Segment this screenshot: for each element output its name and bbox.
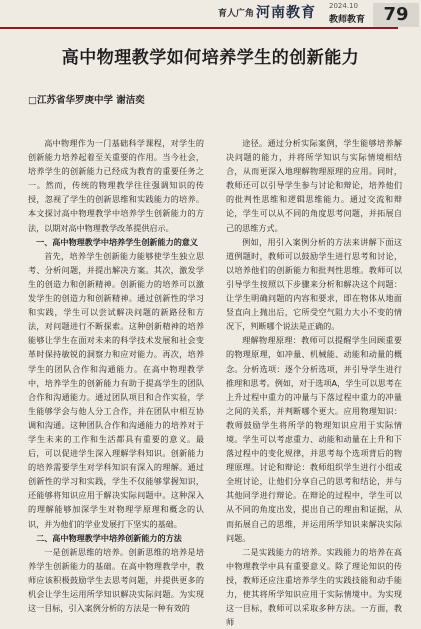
body-paragraph: 途径。通过分析实际案例，学生能够培养解决问题的能力，并将所学知识与实际情境相结合，从而更深入地理解物理原理的应用。同时，教师还可以引导学生参与讨论和辩论，培养他们的批判性思维和逻辑思维能力。通过交流和辩论，学生可以从不同的角度思考问题，并拓展自己的思维方式。 bbox=[226, 138, 402, 233]
body-paragraph: 理解物理原理：教师可以提醒学生回顾重要的物理原理，如冲量、机械能、动能和动量的概念。分析选项：逐个分析选项，并引导学生进行推理和思考。例如，对于选项A，学生可以思考在上升过程中重力的冲量与下落过程中重力的冲量之间的关系，并判断哪个更大。应用物理知识：教师鼓励学生将所学的物理知识应用于实际情境。学生可以考虑重力、动能和动量在上升和下落过程中的变化规律，并思考每个选项背后的物理原理。讨论和辩论：教师组织学生进行小组或全班讨论，让他们分享自己的思考和结论，并与其他同学进行辩论。在辩论的过程中，学生可以从不同的角度出发，提出自己的理由和证据，从而拓展自己的思维，并运用所学知识来解决实际问题。 bbox=[226, 335, 402, 543]
section-heading: 二、高中物理教学中培养创新能力的方法 bbox=[36, 532, 182, 543]
magazine-logo: 河南教育 bbox=[256, 5, 316, 21]
edition-label: 教师教育 bbox=[329, 15, 366, 25]
article-author: □江苏省华罗庚中学 谢洁奕 bbox=[28, 95, 145, 106]
header-divider bbox=[0, 27, 398, 29]
right-text-column bbox=[226, 136, 402, 629]
section-heading: 一、高中物理教学中培养学生创新能力的意义 bbox=[36, 236, 198, 247]
article-title: 高中物理教学如何培养学生的创新能力 bbox=[61, 48, 360, 68]
body-paragraph: 二是实践能力的培养。实践能力的培养在高中物理教学中具有重要意义。除了理论知识的传授，教师还应注重培养学生的实践技能和动手能力，使其将所学知识应用于实际情境中。为实现这一目标，教师可以采取多种方法。一方面，教师 bbox=[226, 546, 402, 628]
left-text-column bbox=[28, 136, 204, 615]
body-paragraph: 首先，培养学生创新能力能够使学生独立思考、分析问题，并提出解决方案。其次，激发学生的创造力和创新精神。创新能力的培养可以激发学生的创造力和创新精神。通过创新性的学习和实践，学生可以尝试解决问题的新路径和方法，对问题进行不断探索。这种创新精神的培养能够让学生在面对未来的科学技术发展和社会变革时保持敏锐的洞察力和应对能力。再次，培养学生的团队合作和沟通能力。在高中物理教学中，培养学生的创新能力有助于提高学生的团队合作和沟通能力。通过团队项目和合作实验，学生能够学会与他人分工合作，并在团队中相互协调和沟通。这种团队合作和沟通能力的培养对于学生未来的工作和生活都具有重要的意义。最后，可以促进学生深入理解学科知识。创新能力的培养需要学生对学科知识有深入的理解。通过创新性的学习和实践，学生不仅能够掌握知识，还能够将知识应用于解决实际问题中。这种深入的理解能够加深学生对物理学原理和概念的认识，并为他们的学业发展打下坚实的基础。 bbox=[28, 250, 204, 529]
page-header bbox=[0, 0, 421, 28]
body-paragraph: 一是创新思维的培养。创新思维的培养是培养学生创新能力的基础。在高中物理教学中，教师应该积极鼓励学生去思考问题，并提供更多的机会让学生运用所学知识解决实际问题。为实现这一目标，引入案例分析的方法是一种有效的 bbox=[28, 546, 204, 614]
body-paragraph: 例如，用引入案例分析的方法来讲解下面这道例题时，教师可以鼓励学生进行思考和讨论，以培养他们的创新能力和批判性思维。教师可以引导学生按照以下步骤来分析和解决这个问题：让学生明确问题的内容和要求，即在物体从地面竖直向上抛出后，它所受空气阻力大小不变的情况下，判断哪个说法是正确的。 bbox=[226, 236, 402, 332]
body-paragraph: 高中物理作为一门基础科学课程，对学生的创新能力培养起着至关重要的作用。当今社会，培养学生的创新能力已经成为教育的重要任务之一。然而，传统的物理教学往往强调知识的传授，忽视了学生的创新思维和实践能力的培养。本文探讨高中物理教学中培养学生创新能力的方法，以期对高中物理教学改革提供启示。 bbox=[28, 138, 204, 233]
issue-date: 2024.10 bbox=[329, 2, 358, 10]
section-label: 育人广角 bbox=[218, 9, 255, 19]
page-number: 79 bbox=[373, 3, 419, 27]
